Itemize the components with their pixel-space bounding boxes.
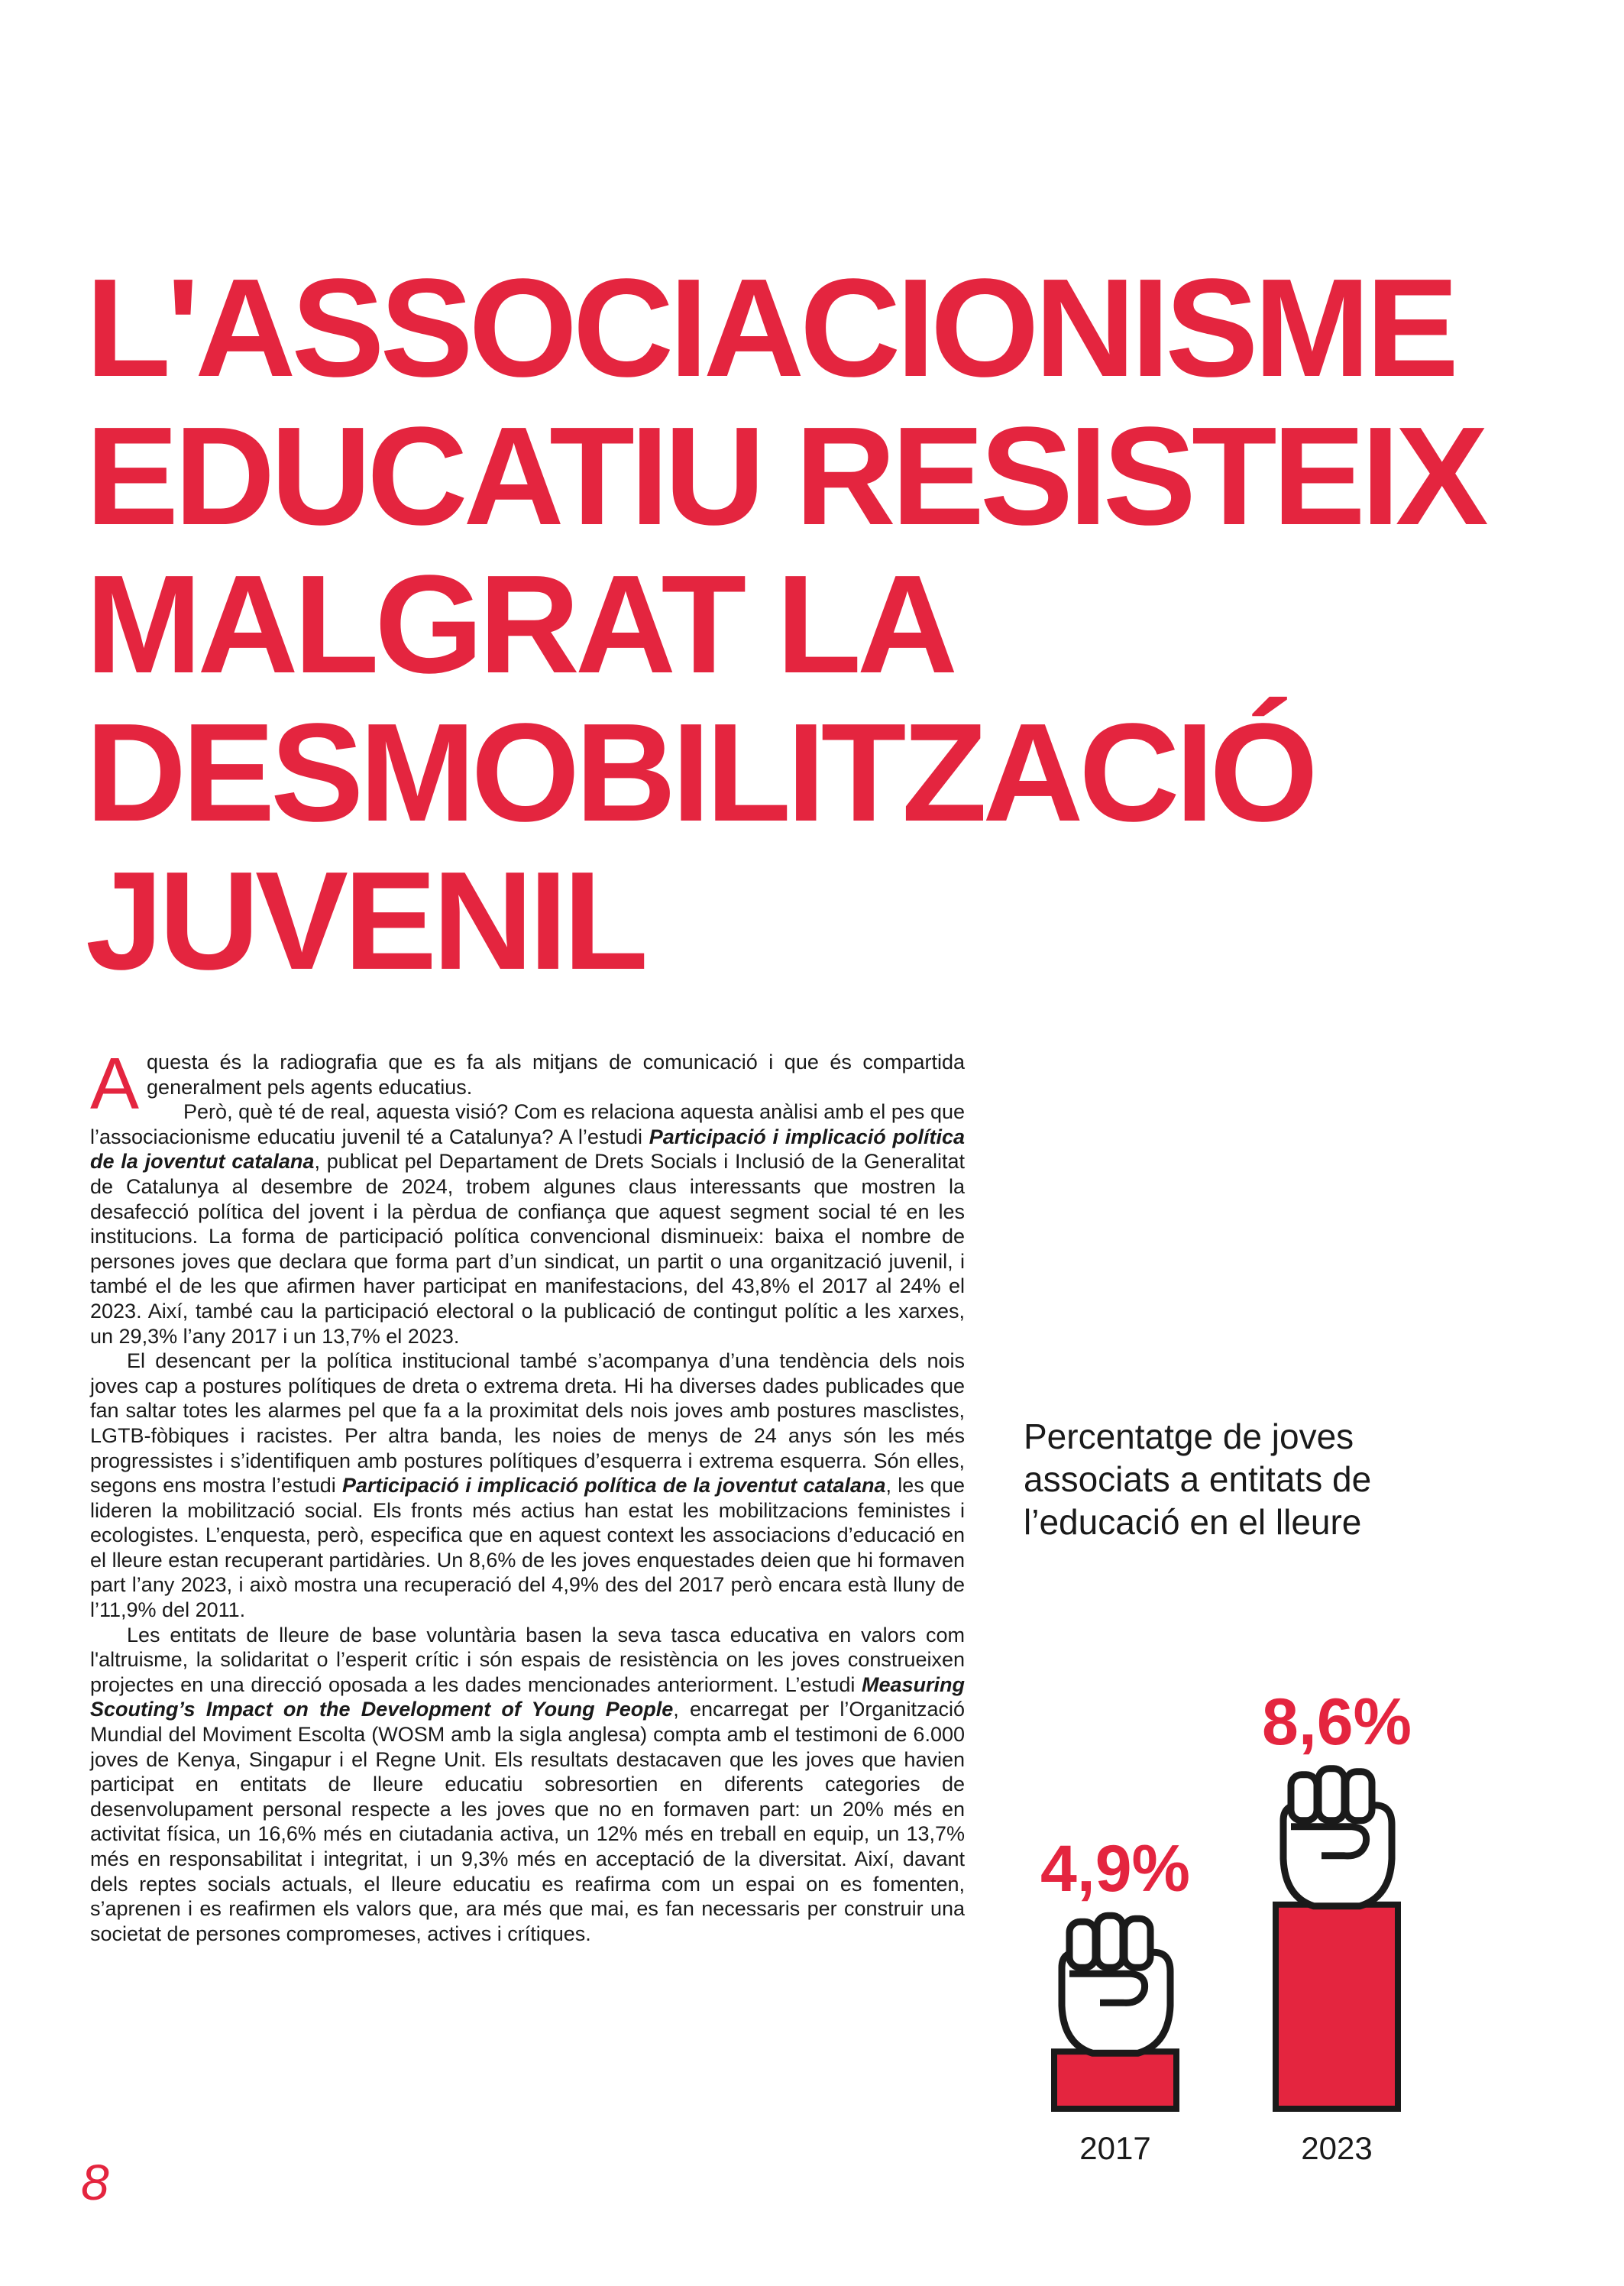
study-title: Participació i implicació política de la joventut catalana bbox=[341, 1474, 886, 1498]
study-title: Measuring Scouting’s Impact on the Development of Young People bbox=[90, 1672, 965, 1721]
study-title: Participació i implicació política de la joventut catalana bbox=[90, 1125, 965, 1174]
paragraph: Les entitats de lleure de base voluntària basen la seva tasca educativa en valors com l'altruisme, la solidaritat o l’esperit crític i són espais de resistència on les joves construeixen projectes en una direcció oposada a les dades mencionades anteriorment. L’estudi Measuring Scouting’s Impact on the Development of Young People, encarregat per l’Organització Mundial del Moviment Escolta (WOSM amb la sigla anglesa) compta amb el testimoni de 6.000 joves de Kenya, Singapur i el Regne Unit. Els resultats destacaven que les joves que havien participat en entitats de lleure educatiu sobresortien en diferents categories de desenvolupament personal respecte a les joves que no en formaven part: un 20% més en activitat física, un 16,6% més en ciutadania activa, un 12% més en treball en equip, un 13,7% més en responsabilitat i integritat, i un 9,3% més en acceptació de la diversitat. Així, davant dels reptes socials actuals, el lleure educatiu es reafirma com un espai on es fomenten, s’aprenen i es reafirmen els valors que, ara més que mai, es fan necessaris per construir una societat de persones compromeses, actives i crítiques. bbox=[90, 1623, 965, 1945]
chart-title: Percentatge de joves associats a entitats de l’educació en el lleure bbox=[1024, 1417, 1372, 1542]
data-label: 4,9% bbox=[1040, 1832, 1191, 1906]
title-line: JUVENIL bbox=[86, 842, 644, 999]
title-line: MALGRAT LA bbox=[86, 546, 954, 702]
drop-cap: A bbox=[90, 1043, 140, 1125]
title-line: DESMOBILITZACIÓ bbox=[86, 694, 1314, 850]
fist-icon bbox=[1283, 1769, 1392, 1906]
x-tick-label: 2023 bbox=[1301, 2130, 1373, 2166]
fist-bar-chart bbox=[1008, 1406, 1482, 2170]
bar bbox=[1276, 1905, 1398, 2109]
paragraph: El desencant per la política institucional també s’acompanya d’una tendència dels nois joves cap a postures polítiques de dreta o extrema dreta. Hi ha diverses dades publicades que fan saltar totes les alarmes pel que fa a la proximitat dels nois joves amb postures masclistes, LGTB-fòbiques i racistes. Per altra banda, les noies de menys de 24 anys són les més progressistes i s’identifiquen amb postures polítiques d’esquerra i extrema esquerra. Són elles, segons ens mostra l’estudi Participació i implicació política de la joventut catalana, les que lideren la mobilització social. Els fronts més actius han estat les mobilitzacions feministes i ecologistes. L’enquesta, però, especifica que en aquest context les associacions d’educació en el lleure estan recuperant partidàries. Un 8,6% de les joves enquestades deien que hi formaven part l’any 2023, i això mostra una recuperació del 4,9% des del 2017 però encara està lluny de l’11,9% del 2011. bbox=[90, 1349, 965, 1622]
x-tick-label: 2017 bbox=[1079, 2130, 1151, 2166]
title-line: EDUCATIU RESISTEIX bbox=[86, 397, 1484, 554]
page-number: 8 bbox=[81, 2154, 109, 2210]
bar bbox=[1054, 2051, 1176, 2109]
paragraph: Però, què té de real, aquesta visió? Com es relaciona aquesta anàlisi amb el pes que l’associacionisme educatiu juvenil té a Catalunya? A l’estudi Participació i implicació política de la joventut catalana, publicat pel Departament de Drets Socials i Inclusió de la Generalitat de Catalunya al desembre de 2024, trobem algunes claus interessants que mostren la desafecció política del jovent i la pèrdua de confiança que aquest segment social té en les institucions. La forma de participació política convencional disminueix: baixa el nombre de persones joves que declara que forma part d’un sindicat, un partit o una organització juvenil, i també el de les que afirmen haver participat en manifestacions, del 43,8% el 2017 al 24% el 2023. Així, també cau la participació electoral o la publicació de contingut polític a les xarxes, un 29,3% l’any 2017 i un 13,7% el 2023. bbox=[90, 1100, 966, 1348]
data-label: 8,6% bbox=[1261, 1685, 1412, 1759]
title-line: L'ASSOCIACIONISME bbox=[86, 249, 1454, 406]
fist-icon bbox=[1062, 1915, 1170, 2053]
paragraph: Aquesta és la radiografia que es fa als mitjans de comunicació i que és compartida generalment pels agents educatius. bbox=[90, 1043, 965, 1125]
page-title bbox=[86, 249, 1598, 999]
article-body bbox=[90, 1043, 966, 1946]
